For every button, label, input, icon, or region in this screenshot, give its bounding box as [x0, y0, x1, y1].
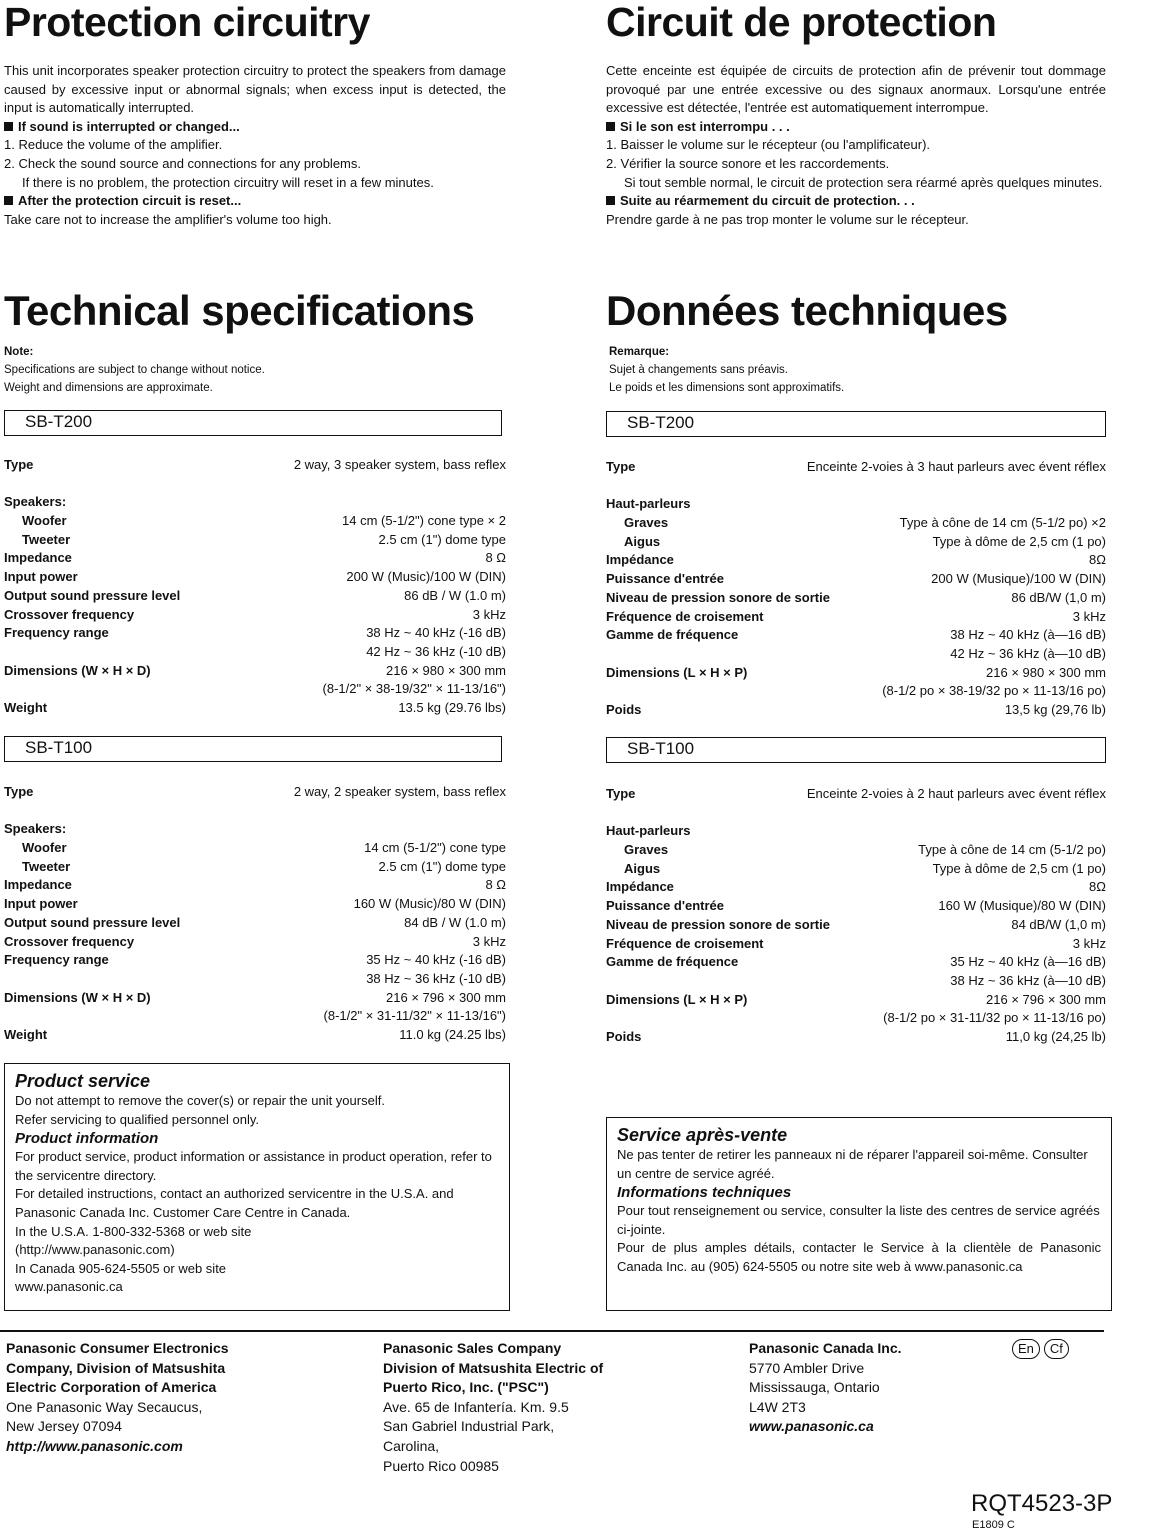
spec-label: Output sound pressure level — [4, 587, 181, 603]
product-service-title: Product service — [15, 1071, 151, 1091]
spec-value: (8-1/2 po × 31-11/32 po × 11-13/16 po) — [883, 1010, 1106, 1026]
footer-divider — [0, 1330, 1104, 1332]
spec-value: 86 dB / W (1.0 m) — [404, 587, 506, 603]
spec-value: 35 Hz ~ 40 kHz (à—16 dB) — [950, 954, 1106, 970]
note-line: Weight and dimensions are approximate. — [4, 382, 213, 394]
spec-row — [4, 624, 506, 643]
spec-row — [606, 953, 1106, 972]
service-text-fr: Ne pas tenter de retirer les panneaux ni de réparer l'appareil soi-même. Consulter un centre de service agréé. — [617, 1147, 1088, 1181]
information-text: In the U.S.A. 1-800-332-5368 or web site — [15, 1223, 252, 1239]
spec-label: Frequency range — [4, 952, 109, 968]
address-line: 5770 Ambler Drive — [749, 1359, 865, 1376]
spec-value: 2 way, 2 speaker system, bass reflex — [293, 784, 506, 799]
print-code: E1809 C — [972, 1519, 1015, 1531]
spec-row — [606, 608, 1106, 627]
company-name: Electric Corporation of America — [6, 1379, 217, 1396]
note-line: Sujet à changements sans préavis. — [609, 364, 788, 376]
spec-value: 3 kHz — [472, 606, 506, 622]
model-header-sb-t200: SB-T200 — [4, 410, 502, 436]
spec-row — [606, 1009, 1106, 1028]
spec-value: 38 Hz ~ 36 kHz (à—10 dB) — [950, 972, 1106, 988]
spec-row — [4, 951, 506, 970]
protection-caution: Take care not to increase the amplifier's volume too high. — [4, 211, 332, 227]
spec-value: Enceinte 2-voies à 3 haut parleurs avec évent réflex — [806, 459, 1106, 474]
spec-row — [4, 858, 506, 877]
note-label: Remarque: — [609, 346, 670, 358]
spec-label: Dimensions (W × H × D) — [4, 989, 151, 1005]
spec-row — [606, 514, 1106, 533]
spec-value: 160 W (Music)/80 W (DIN) — [353, 896, 506, 912]
information-link[interactable]: www.panasonic.ca — [15, 1279, 123, 1295]
address-line: Ave. 65 de Infantería. Km. 9.5 — [383, 1398, 569, 1415]
spec-table-sb-t100 — [4, 783, 506, 1045]
website-link[interactable]: http://www.panasonic.com — [6, 1437, 183, 1454]
specifications-note — [4, 343, 506, 397]
spec-label: Crossover frequency — [4, 606, 135, 622]
spec-label: Input power — [4, 569, 78, 585]
spec-value: 216 × 980 × 300 mm — [986, 664, 1106, 680]
spec-row — [4, 680, 506, 699]
spec-row — [4, 643, 506, 662]
spec-value: 3 kHz — [1072, 935, 1106, 951]
footer-address-usa — [6, 1339, 229, 1457]
protection-step-2: 2. Check the sound source and connections for any problems. — [4, 155, 361, 171]
protection-step-2-fr: 2. Vérifier la source sonore et les raccordements. — [606, 155, 890, 171]
company-name: Panasonic Sales Company — [383, 1340, 562, 1356]
spec-row — [606, 897, 1106, 916]
spec-value: 13,5 kg (29,76 lb) — [1004, 701, 1106, 717]
spec-label: Type — [4, 457, 34, 472]
protection-intro-fr: Cette enceinte est équipée de circuits de protection afin de prévenir tout dommage provoqué par une entrée excessive ou des signaux anormaux. Lorsqu'une entrée excessive est détectée, l'entrée est automatiquement interrompue. — [606, 63, 1106, 116]
spec-value: Type à dôme de 2,5 cm (1 po) — [932, 860, 1106, 876]
spec-row — [606, 935, 1106, 954]
spec-value: 3 kHz — [1072, 608, 1106, 624]
spec-value: 8Ω — [1089, 879, 1106, 895]
spec-label: Aigus — [624, 860, 661, 876]
protection-caution-fr: Prendre garde à ne pas trop monter le volume sur le récepteur. — [606, 211, 969, 227]
protection-step-2-detail: If there is no problem, the protection circuitry will reset in a few minutes. — [22, 174, 434, 190]
spec-row — [4, 970, 506, 989]
address-line: Puerto Rico 00985 — [383, 1457, 499, 1474]
spec-row — [606, 1028, 1106, 1047]
spec-value: (8-1/2 po × 38-19/32 po × 11-13/16 po) — [882, 683, 1106, 699]
spec-row — [606, 551, 1106, 570]
document-code: RQT4523-3P — [971, 1490, 1113, 1517]
spec-label: Puissance d'entrée — [606, 571, 724, 587]
spec-value: 2.5 cm (1") dome type — [378, 858, 506, 874]
information-text: For product service, product information or assistance in product operation, refer to the servicentre directory. — [15, 1149, 492, 1183]
spec-label: Dimensions (W × H × D) — [4, 662, 151, 678]
spec-row — [4, 531, 506, 550]
protection-heading-2-fr: Suite au réarmement du circuit de protection. . . — [606, 192, 1106, 211]
spec-table-sb-t200-fr — [606, 458, 1106, 720]
spec-label: Gamme de fréquence — [606, 627, 739, 643]
spec-label: Input power — [4, 896, 78, 912]
square-bullet-icon — [606, 122, 615, 131]
spec-value: 13.5 kg (29.76 lbs) — [398, 699, 506, 715]
spec-value: Type à cône de 14 cm (5-1/2 po) — [918, 842, 1106, 858]
spec-row — [606, 589, 1106, 608]
spec-value: 200 W (Musique)/100 W (DIN) — [931, 571, 1106, 587]
spec-row — [606, 458, 1106, 477]
information-link[interactable]: (http://www.panasonic.com) — [15, 1242, 175, 1258]
spec-value: 2.5 cm (1") dome type — [378, 531, 506, 547]
spec-row — [4, 568, 506, 587]
spec-row — [606, 822, 1106, 841]
spec-row — [606, 785, 1106, 804]
model-header-sb-t200-fr: SB-T200 — [606, 411, 1106, 437]
information-text-fr: Pour de plus amples détails, contacter le Service à la clientèle de Panasonic Canada Inc. au (905) 624-5505 ou notre site web à www.panasonic.ca — [617, 1240, 1101, 1274]
product-information-title: Product information — [15, 1130, 159, 1148]
company-name: Division of Matsushita Electric of — [383, 1359, 604, 1376]
spec-row — [4, 1026, 506, 1045]
spec-row — [606, 664, 1106, 683]
spec-row — [4, 456, 506, 475]
protection-heading-1: If sound is interrupted or changed... — [4, 118, 506, 137]
company-name: Puerto Rico, Inc. ("PSC") — [383, 1379, 549, 1396]
informations-techniques-title: Informations techniques — [617, 1184, 792, 1202]
address-line: One Panasonic Way Secaucus, — [6, 1398, 203, 1415]
spec-value: 38 Hz ~ 40 kHz (-16 dB) — [366, 625, 506, 641]
information-text-fr: Pour tout renseignement ou service, consulter la liste des centres de service agréés ci-jointe. — [617, 1203, 1100, 1237]
spec-row — [606, 916, 1106, 935]
spec-label: Type — [4, 784, 34, 799]
address-line: Carolina, — [383, 1437, 440, 1454]
spec-row — [606, 645, 1106, 664]
spec-value: 8 Ω — [485, 550, 506, 566]
language-badge-cf: Cf — [1044, 1339, 1069, 1359]
protection-step-1: 1. Reduce the volume of the amplifier. — [4, 137, 223, 153]
company-name: Company, Division of Matsushita — [6, 1359, 226, 1376]
service-text: Refer servicing to qualified personnel only. — [15, 1111, 260, 1127]
spec-value: 160 W (Musique)/80 W (DIN) — [938, 898, 1106, 914]
spec-label: Output sound pressure level — [4, 914, 181, 930]
spec-value: 35 Hz ~ 40 kHz (-16 dB) — [366, 952, 506, 968]
spec-label: Woofer — [22, 840, 67, 856]
spec-row — [606, 878, 1106, 897]
address-line: New Jersey 07094 — [6, 1418, 122, 1435]
protection-section-fr — [606, 62, 1106, 229]
spec-label: Tweeter — [22, 858, 71, 874]
spec-label: Puissance d'entrée — [606, 898, 724, 914]
spec-label: Dimensions (L × H × P) — [606, 991, 748, 1007]
spec-label: Weight — [4, 1026, 48, 1042]
spec-row — [4, 820, 506, 839]
spec-label: Haut-parleurs — [606, 823, 691, 839]
spec-value: 84 dB/W (1,0 m) — [1011, 916, 1106, 932]
spec-row — [4, 549, 506, 568]
information-text: In Canada 905-624-5505 or web site — [15, 1260, 227, 1276]
protection-section — [4, 62, 506, 229]
note-label: Note: — [4, 346, 34, 358]
spec-row — [4, 876, 506, 895]
spec-row — [4, 989, 506, 1008]
protection-title: Protection circuitry — [4, 0, 370, 45]
spec-value: 11.0 kg (24.25 lbs) — [399, 1026, 506, 1042]
spec-row — [4, 895, 506, 914]
spec-value: 14 cm (5-1/2") cone type — [364, 840, 506, 856]
protection-step-1-fr: 1. Baisser le volume sur le récepteur (ou l'amplificateur). — [606, 137, 931, 153]
spec-table-sb-t200 — [4, 456, 506, 718]
spec-value: 3 kHz — [472, 933, 506, 949]
service-apres-vente-box — [606, 1117, 1112, 1311]
protection-heading-1-fr: Si le son est interrompu . . . — [606, 118, 1106, 137]
spec-row — [4, 783, 506, 802]
spec-spacer — [606, 804, 1106, 823]
spec-value: 216 × 796 × 300 mm — [386, 989, 506, 1005]
language-badges — [1012, 1339, 1069, 1359]
square-bullet-icon — [606, 196, 615, 205]
spec-value: (8-1/2" × 38-19/32" × 11-13/16") — [322, 681, 506, 697]
spec-value: (8-1/2" × 31-11/32" × 11-13/16") — [323, 1008, 506, 1024]
model-header-sb-t100: SB-T100 — [4, 736, 502, 762]
square-bullet-icon — [4, 122, 13, 131]
note-line: Specifications are subject to change without notice. — [4, 364, 265, 376]
company-name: Panasonic Canada Inc. — [749, 1340, 902, 1356]
spec-row — [606, 701, 1106, 720]
spec-label: Haut-parleurs — [606, 496, 691, 512]
spec-label: Fréquence de croisement — [606, 935, 764, 951]
spec-value: Enceinte 2-voies à 2 haut parleurs avec évent réflex — [806, 786, 1106, 801]
spec-value: Type à cône de 14 cm (5-1/2 po) ×2 — [899, 515, 1106, 531]
spec-row — [606, 991, 1106, 1010]
spec-label: Gamme de fréquence — [606, 954, 739, 970]
spec-value: 200 W (Music)/100 W (DIN) — [346, 569, 506, 585]
spec-label: Niveau de pression sonore de sortie — [606, 916, 830, 932]
spec-label: Crossover frequency — [4, 933, 135, 949]
spec-spacer — [4, 475, 506, 494]
spec-value: 84 dB / W (1.0 m) — [404, 914, 506, 930]
spec-label: Niveau de pression sonore de sortie — [606, 589, 830, 605]
protection-intro: This unit incorporates speaker protection circuitry to protect the speakers from damage caused by excessive input or abnormal signals; when excess input is detected, the input is automatically interrupted. — [4, 63, 506, 116]
spec-label: Speakers: — [4, 494, 67, 510]
spec-value: 2 way, 3 speaker system, bass reflex — [293, 457, 506, 472]
spec-row — [606, 860, 1106, 879]
spec-row — [4, 699, 506, 718]
spec-label: Weight — [4, 699, 48, 715]
spec-label: Speakers: — [4, 821, 67, 837]
spec-value: 38 Hz ~ 40 kHz (à—16 dB) — [950, 627, 1106, 643]
spec-row — [4, 606, 506, 625]
spec-label: Type — [606, 786, 636, 801]
spec-row — [606, 495, 1106, 514]
service-apres-vente-title: Service après-vente — [617, 1125, 788, 1145]
spec-row — [606, 841, 1106, 860]
product-service-box — [4, 1063, 510, 1311]
spec-label: Graves — [624, 842, 669, 858]
footer-address-canada — [749, 1339, 902, 1437]
spec-label: Poids — [606, 1028, 642, 1044]
specifications-title-fr: Données techniques — [606, 287, 1008, 334]
spec-label: Impedance — [4, 550, 72, 566]
spec-label: Impedance — [4, 877, 72, 893]
spec-row — [4, 493, 506, 512]
spec-label: Aigus — [624, 533, 661, 549]
spec-label: Impédance — [606, 879, 674, 895]
spec-label: Dimensions (L × H × P) — [606, 664, 748, 680]
spec-value: 86 dB/W (1,0 m) — [1011, 589, 1106, 605]
spec-value: 38 Hz ~ 36 kHz (-10 dB) — [366, 970, 506, 986]
specifications-title: Technical specifications — [4, 287, 475, 334]
specifications-note-fr — [609, 343, 1109, 397]
spec-label: Tweeter — [22, 531, 71, 547]
spec-label: Fréquence de croisement — [606, 608, 764, 624]
square-bullet-icon — [4, 196, 13, 205]
spec-row — [606, 972, 1106, 991]
spec-label: Impédance — [606, 552, 674, 568]
spec-row — [4, 512, 506, 531]
spec-label: Woofer — [22, 513, 67, 529]
spec-value: 11,0 kg (24,25 lb) — [1005, 1028, 1106, 1044]
spec-label: Poids — [606, 701, 642, 717]
address-line: L4W 2T3 — [749, 1398, 806, 1415]
language-badge-en: En — [1012, 1339, 1040, 1359]
company-name: Panasonic Consumer Electronics — [6, 1340, 229, 1356]
spec-value: Type à dôme de 2,5 cm (1 po) — [932, 533, 1106, 549]
address-line: Mississauga, Ontario — [749, 1379, 880, 1396]
spec-value: 42 Hz ~ 36 kHz (à—10 dB) — [950, 645, 1106, 661]
spec-row — [606, 533, 1106, 552]
website-link[interactable]: www.panasonic.ca — [749, 1418, 874, 1435]
spec-row — [606, 626, 1106, 645]
model-header-sb-t100-fr: SB-T100 — [606, 737, 1106, 763]
spec-row — [4, 839, 506, 858]
spec-row — [4, 914, 506, 933]
spec-value: 14 cm (5-1/2") cone type × 2 — [342, 513, 506, 529]
spec-spacer — [4, 802, 506, 821]
spec-value: 216 × 796 × 300 mm — [986, 991, 1106, 1007]
spec-spacer — [606, 477, 1106, 496]
note-line: Le poids et les dimensions sont approximatifs. — [609, 382, 845, 394]
spec-row — [606, 570, 1106, 589]
spec-value: 216 × 980 × 300 mm — [386, 662, 506, 678]
spec-value: 42 Hz ~ 36 kHz (-10 dB) — [366, 643, 506, 659]
spec-row — [606, 682, 1106, 701]
spec-label: Frequency range — [4, 625, 109, 641]
spec-table-sb-t100-fr — [606, 785, 1106, 1047]
spec-row — [4, 933, 506, 952]
protection-title-fr: Circuit de protection — [606, 0, 997, 45]
address-line: San Gabriel Industrial Park, — [383, 1418, 555, 1435]
spec-row — [4, 1007, 506, 1026]
spec-label: Graves — [624, 515, 669, 531]
spec-row — [4, 587, 506, 606]
spec-value: 8Ω — [1089, 552, 1106, 568]
footer-address-puerto-rico — [383, 1339, 603, 1476]
protection-heading-2: After the protection circuit is reset... — [4, 192, 506, 211]
spec-value: 8 Ω — [485, 877, 506, 893]
protection-step-2-detail-fr: Si tout semble normal, le circuit de protection sera réarmé après quelques minutes. — [624, 174, 1103, 190]
spec-row — [4, 662, 506, 681]
spec-label: Type — [606, 459, 636, 474]
information-text: For detailed instructions, contact an authorized servicentre in the U.S.A. and Panasonic Canada Inc. Customer Care Centre in Canada. — [15, 1186, 454, 1220]
service-text: Do not attempt to remove the cover(s) or repair the unit yourself. — [15, 1093, 385, 1108]
